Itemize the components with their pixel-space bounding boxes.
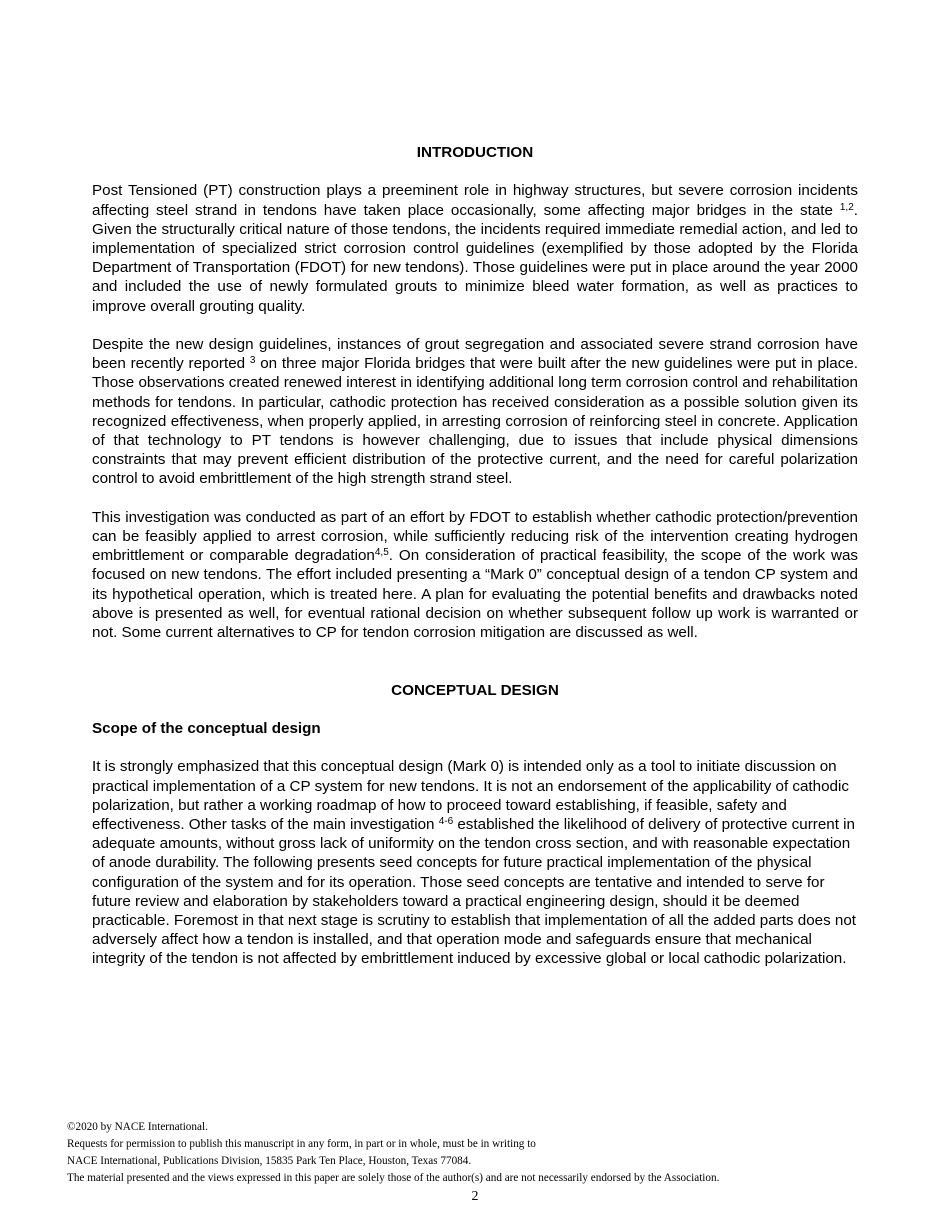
citation: 3 xyxy=(249,355,256,367)
conceptual-design-heading: CONCEPTUAL DESIGN xyxy=(391,681,559,699)
copyright-footer xyxy=(67,1119,887,1187)
introduction-heading: INTRODUCTION xyxy=(416,144,534,161)
address-line: NACE International, Publications Division, 15835 Park Ten Place, Houston, Texas 77084. xyxy=(67,1155,472,1167)
intro-paragraph-1: Post Tensioned (PT) construction plays a preeminent role in highway structures, but severe corrosion incidents affecting steel strand in tendons have taken place occasionally, some affecting major bridges in the state $^{1,2}$. Given the structurally critical nature of those tendons, the incidents required immediate remedial action, and led to implementation of specialized strict corrosion control guidelines (exemplified by those adopted by the Florida Department of Transportation (FDOT) for new tendons). Those guidelines were put in place around the year 2000 and included the use of newly formulated grouts to minimize bleed water formation, as well as practices to improve overall grouting quality. xyxy=(92,182,858,315)
intro-paragraph-3: This investigation was conducted as part of an effort by FDOT to establish whether cathodic protection/prevention can be feasibly applied to arrest corrosion, while sufficiently reducing risk of the intervention creating hydrogen embrittlement or comparable degradation$^{4,5}$. On consideration of practical feasibility, the scope of the work was focused on new tendons. The effort included presenting a “Mark 0” conceptual design of a tendon CP system and its hypothetical operation, which is treated here. A plan for evaluating the potential benefits and drawbacks noted above is presented as well, for eventual rational decision on whether subsequent follow up work is warranted or not. Some current alternatives to CP for tendon corrosion mitigation are discussed as well. xyxy=(92,508,858,642)
citation: 4-6 xyxy=(438,816,454,828)
copyright-line: ©2020 by NACE International. xyxy=(67,1121,208,1133)
intro-paragraph-2: Despite the new design guidelines, instances of grout segregation and associated severe strand corrosion have been recently reported $^3$ on three major Florida bridges that were built after the new guidelines were put in place. Those observations created renewed interest in identifying additional long term corrosion control and rehabilitation methods for tendons. In particular, cathodic protection has received consideration as a possible solution given its recognized effectiveness, when properly applied, in arresting corrosion of reinforcing steel in concrete. Application of that technology to PT tendons is however challenging, due to issues that include physical dimensions constraints that may prevent efficient distribution of the protective current, and the need for careful polarization control to avoid embrittlement of the high strength strand steel. xyxy=(92,336,858,488)
permission-line: Requests for permission to publish this manuscript in any form, in part or in whole, must be in writing to xyxy=(67,1138,536,1150)
design-paragraph-1: It is strongly emphasized that this conceptual design (Mark 0) is intended only as a tool to initiate discussion on practical implementation of a CP system for new tendons. It is not an endorsement of the applicability of cathodic polarization, but rather a working roadmap of how to proceed toward establishing, if feasible, safety and effectiveness. Other tasks of the main investigation $^{4-6}$ established the likelihood of delivery of protective current in adequate amounts, without gross lack of uniformity on the tendon cross section, and with reasonable expectation of anode durability. The following presents seed concepts for future practical implementation of the physical configuration of the system and for its operation. Those seed concepts are tentative and intended to serve for future review and elaboration by stakeholders toward a practical engineering design, should it be deemed practicable. Foremost in that next stage is scrutiny to establish that implementation of all the added parts does not adversely affect how a tendon is installed, and that operation mode and safeguards ensure that mechanical integrity of the tendon is not affected by embrittlement induced by excessive global or local cathodic polarization. xyxy=(92,758,857,968)
citation: 4,5 xyxy=(374,547,389,559)
citation: 1,2 xyxy=(839,201,854,213)
page-number: 2 xyxy=(471,1189,479,1204)
disclaimer-line: The material presented and the views expressed in this paper are solely those of the author(s) and are not necessarily endorsed by the Association. xyxy=(67,1172,720,1184)
paper-body xyxy=(92,143,858,969)
scope-subheading: Scope of the conceptual design xyxy=(92,720,321,738)
